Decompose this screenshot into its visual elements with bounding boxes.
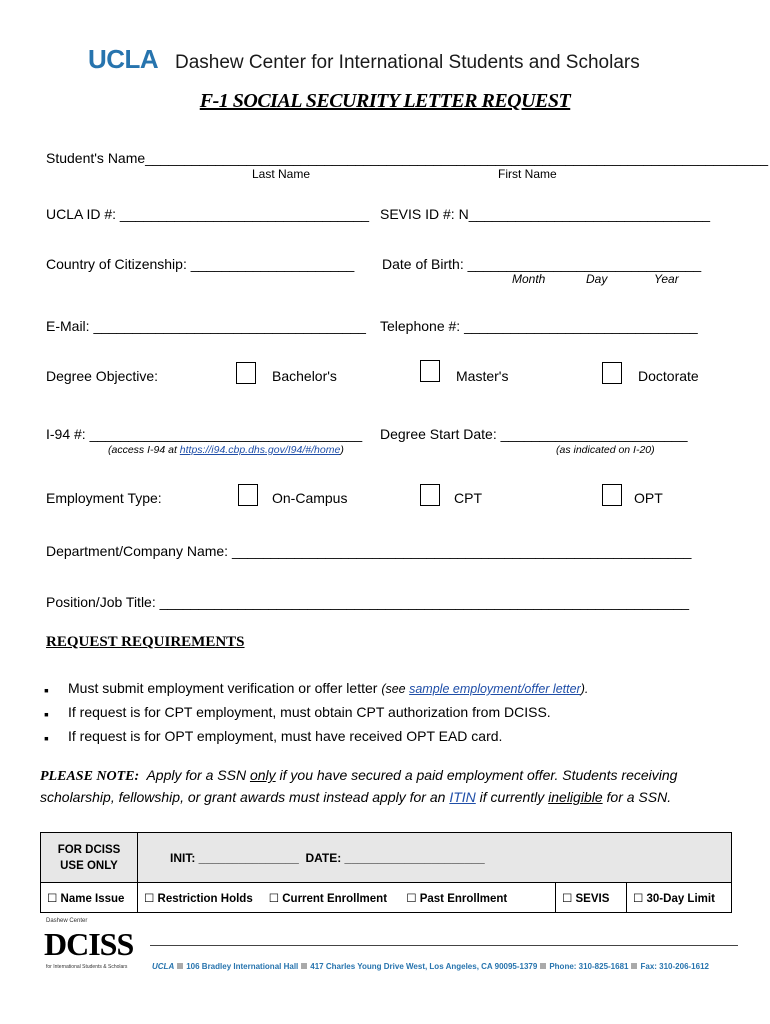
bachelors-label: Bachelor's (272, 368, 337, 384)
degree-start-field[interactable] (502, 426, 717, 444)
bullet-1: ▪ (44, 682, 49, 698)
bachelors-checkbox[interactable] (236, 362, 256, 384)
i94-hint: (access I-94 at https://i94.cbp.dhs.gov/I94/#/home) (108, 444, 344, 456)
department-label: Department/Company Name: ___________________________________________________________ (46, 543, 692, 559)
dciss-logo-caption: for International Students & Scholars (46, 964, 128, 970)
position-label: Position/Job Title: ____________________________________________________________________ (46, 594, 690, 610)
office-use-table (40, 832, 732, 913)
department-field[interactable] (248, 543, 718, 561)
email-field[interactable] (96, 318, 374, 336)
date-label: DATE: _____________________ (305, 850, 485, 865)
bullet-3: ▪ (44, 730, 49, 746)
form-title: F-1 SOCIAL SECURITY LETTER REQUEST (199, 90, 571, 112)
telephone-field[interactable] (472, 318, 714, 336)
checkbox-icon: ☐ (633, 892, 644, 905)
checkbox-icon: ☐ (144, 892, 155, 905)
ucla-id-label: UCLA ID #: ________________________________ (46, 206, 370, 222)
checkbox-icon: ☐ (47, 892, 58, 905)
center-name: Dashew Center for International Students and Scholars (175, 52, 640, 73)
opt-label: OPT (634, 490, 663, 506)
check-restriction-holds[interactable]: ☐ Restriction Holds (144, 892, 253, 905)
init-label: INIT: _______________ (170, 850, 299, 865)
checkbox-icon: ☐ (562, 892, 573, 905)
employment-type-label: Employment Type: (46, 490, 162, 506)
opt-checkbox[interactable] (602, 484, 622, 506)
i94-link[interactable]: https://i94.cbp.dhs.gov/I94/#/home (179, 444, 341, 456)
dob-label: Date of Birth: ______________________________ (382, 256, 702, 272)
degree-objective-label: Degree Objective: (46, 368, 159, 384)
ucla-logo: UCLA (88, 44, 159, 74)
doctorate-checkbox[interactable] (602, 362, 622, 384)
checkbox-icon: ☐ (406, 892, 417, 905)
on-campus-label: On-Campus (272, 490, 348, 506)
cpt-checkbox[interactable] (420, 484, 440, 506)
masters-checkbox[interactable] (420, 360, 440, 382)
on-campus-checkbox[interactable] (238, 484, 258, 506)
footer-address: UCLA 106 Bradley International Hall 417 Charles Young Drive West, Los Angeles, CA 90095-1379 Phone: 310-825-1681 Fax: 310-206-1612 (152, 962, 709, 971)
itin-link[interactable]: ITIN (449, 789, 476, 805)
requirement-item-1: Must submit employment verification or offer letter (see sample employment/offer letter). (68, 680, 589, 696)
dciss-logo: DCISS (44, 926, 134, 962)
country-label: Country of Citizenship: _____________________ (46, 256, 355, 272)
office-use-header: FOR DCISS USE ONLY (41, 833, 138, 883)
init-date-cell (138, 833, 732, 883)
check-current-enrollment[interactable]: ☐ Current Enrollment (268, 892, 388, 905)
i94-field[interactable] (96, 426, 376, 444)
sevis-id-field[interactable] (478, 206, 718, 224)
student-name-field[interactable] (160, 150, 720, 168)
requirement-item-3: If request is for OPT employment, must have received OPT EAD card. (68, 728, 503, 744)
checkbox-icon: ☐ (268, 892, 280, 905)
footer-divider (150, 945, 738, 946)
degree-start-hint: (as indicated on I-20) (556, 444, 655, 456)
requirement-item-2: If request is for CPT employment, must obtain CPT authorization from DCISS. (68, 704, 551, 720)
position-field[interactable] (170, 594, 718, 612)
dob-month-caption: Month (512, 272, 546, 286)
doctorate-label: Doctorate (638, 368, 699, 384)
bullet-2: ▪ (44, 706, 49, 722)
dob-year-caption: Year (654, 272, 679, 286)
please-note-label: PLEASE NOTE: (40, 769, 140, 784)
dob-day-caption: Day (586, 272, 608, 286)
masters-label: Master's (456, 368, 509, 384)
telephone-label: Telephone #: ______________________________ (380, 318, 698, 334)
sample-letter-link[interactable]: sample employment/offer letter (409, 682, 581, 696)
check-30-day-limit[interactable]: ☐ 30-Day Limit (627, 883, 732, 913)
i94-label: I-94 #: ___________________________________ (46, 426, 363, 442)
check-past-enrollment[interactable]: ☐ Past Enrollment (406, 892, 508, 905)
check-sevis[interactable]: ☐ SEVIS (556, 883, 627, 913)
requirements-title: REQUEST REQUIREMENTS (46, 634, 245, 650)
degree-start-label: Degree Start Date: ________________________ (380, 426, 688, 442)
please-note: PLEASE NOTE: Apply for a SSN only if you have secured a paid employment offer. Students receiving scholarship, fellowship, or grant awards must instead apply for an ITIN if currently ineligible for a SSN. (40, 767, 678, 805)
check-group-holds-enrollment (138, 883, 556, 913)
cpt-label: CPT (454, 490, 482, 506)
email-label: E-Mail: ___________________________________ (46, 318, 366, 334)
ucla-id-field[interactable] (125, 206, 375, 224)
last-name-caption: Last Name (252, 167, 311, 181)
country-field[interactable] (200, 256, 375, 274)
dciss-logo-sub: Dashew Center (46, 918, 88, 924)
student-name-label: Student's Name________________________________________________________________________________ (46, 150, 769, 166)
first-name-caption: First Name (498, 167, 557, 181)
check-name-issue[interactable]: ☐ Name Issue (41, 883, 138, 913)
sevis-id-label: SEVIS ID #: N_______________________________ (380, 206, 711, 222)
